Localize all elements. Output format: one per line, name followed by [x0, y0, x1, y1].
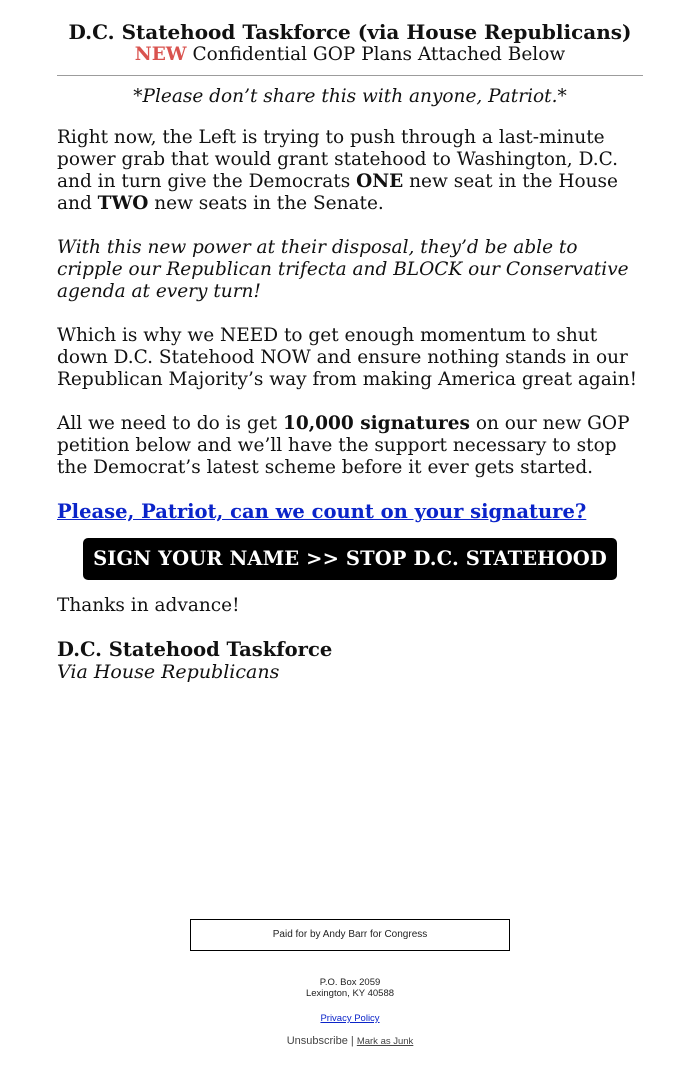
sign-name-button[interactable]: SIGN YOUR NAME >> STOP D.C. STATEHOOD	[83, 538, 617, 580]
header-title: D.C. Statehood Taskforce (via House Republicans)	[68, 20, 632, 44]
signature-ask-link[interactable]: Please, Patriot, can we count on your signature?	[57, 500, 587, 523]
paid-for-box: Paid for by Andy Barr for Congress	[190, 919, 510, 951]
privacy-row	[0, 1013, 700, 1024]
footer-separator: |	[350, 1035, 354, 1047]
paragraph-1-text-c: new seat in the House and	[57, 171, 618, 214]
email-footer	[0, 919, 700, 1047]
address-line-1: P.O. Box 2059	[319, 977, 381, 988]
mailing-address	[0, 977, 700, 999]
new-label: NEW	[134, 44, 187, 65]
confidential-note: *Please don’t share this with anyone, Patriot.*	[133, 86, 567, 107]
signature-name: D.C. Statehood Taskforce	[57, 638, 333, 661]
paragraph-1	[57, 127, 643, 215]
cta-wrapper	[57, 538, 643, 580]
unsubscribe-link[interactable]: Unsubscribe	[286, 1035, 348, 1047]
header-divider	[57, 75, 643, 76]
ask-link-row	[57, 501, 643, 523]
paragraph-4	[57, 413, 643, 479]
paragraph-3: Which is why we NEED to get enough momentum to shut down D.C. Statehood NOW and ensure nothing stands in our Republican Majority’s way from making America great again!	[57, 325, 638, 390]
thanks-text: Thanks in advance!	[57, 595, 240, 616]
paragraph-1-bold-one: ONE	[356, 171, 404, 192]
paragraph-4-text-c: on our new GOP petition below and we’ll have the support necessary to stop the Democrat’s latest scheme before it ever gets started.	[57, 413, 630, 478]
paragraph-4-bold-signatures: 10,000 signatures	[282, 413, 470, 434]
paragraph-4-text-a: All we need to do is get	[57, 413, 283, 434]
email-header	[57, 0, 643, 66]
header-subtitle: Confidential GOP Plans Attached Below	[192, 44, 566, 65]
paragraph-1-bold-two: TWO	[97, 193, 149, 214]
header-subtitle-line	[57, 44, 643, 66]
address-line-2: Lexington, KY 40588	[305, 988, 395, 999]
paragraph-2: With this new power at their disposal, they’d be able to cripple our Republican trifecta and BLOCK our Conservative agenda at every turn!	[57, 237, 629, 302]
email-body	[57, 0, 643, 683]
privacy-policy-link[interactable]: Privacy Policy	[320, 1013, 380, 1024]
unsubscribe-row	[0, 1035, 700, 1047]
paragraph-1-text-e: new seats in the Senate.	[148, 193, 384, 214]
paragraph-1-text-a: Right now, the Left is trying to push through a last-minute power grab that would grant statehood to Washington, D.C. and in turn give the Democrats	[57, 127, 618, 192]
mark-as-junk-link[interactable]: Mark as Junk	[356, 1036, 414, 1047]
signature-org: Via House Republicans	[57, 661, 280, 683]
